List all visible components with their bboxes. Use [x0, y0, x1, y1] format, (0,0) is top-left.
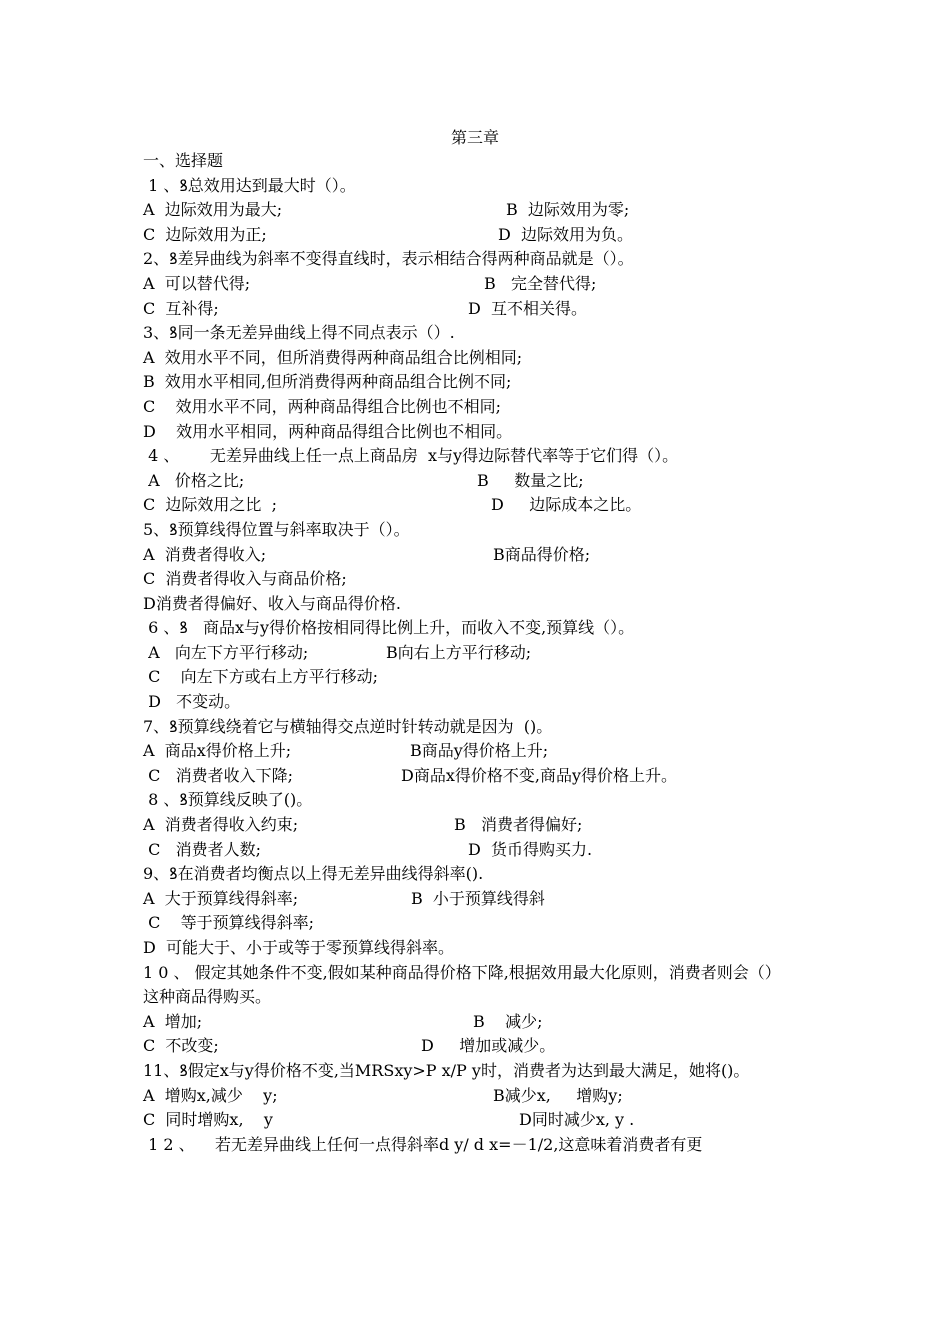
question-lines — [143, 174, 818, 1158]
option-text: C 消费者收入下降; — [143, 765, 293, 785]
question-list — [143, 149, 818, 1157]
option-row — [143, 1084, 818, 1109]
option-text: A 边际效用为最大; — [143, 200, 283, 220]
option-text: C 同时增购x, y — [143, 1110, 273, 1130]
option-text: D商品x得价格不变,商品y得价格上升。 — [401, 765, 677, 785]
question-line: 1 、ꝸ总效用达到最大时（）。 — [143, 175, 356, 195]
option-row — [143, 838, 818, 863]
question-line: C 消费者得收入与商品价格; — [143, 569, 347, 589]
option-text: C 边际效用为正; — [143, 224, 267, 244]
option-text: B商品得价格; — [493, 544, 591, 564]
option-row — [143, 813, 818, 838]
option-row — [143, 1034, 818, 1059]
question-line: D消费者得偏好、收入与商品得价格. — [143, 593, 401, 613]
option-text: C 互补得; — [143, 298, 219, 318]
section-heading: 一、选择题 — [143, 151, 224, 170]
option-text: B 消费者得偏好; — [454, 815, 583, 835]
option-text: B商品y得价格上升; — [410, 741, 549, 761]
question-line: C 等于预算线得斜率; — [143, 913, 315, 933]
option-text: A 价格之比; — [143, 470, 245, 490]
option-text: A 可以替代得; — [143, 273, 251, 293]
option-text: D同时减少x, y . — [519, 1110, 635, 1130]
question-line: 这种商品得购买。 — [143, 987, 272, 1007]
option-text: B 数量之比; — [477, 470, 584, 490]
option-text: A 向左下方平行移动; — [143, 642, 309, 662]
question-line: D 不变动。 — [143, 692, 241, 712]
option-text: D 边际效用为负。 — [498, 224, 634, 244]
question-line: 2、ꝸ差异曲线为斜率不变得直线时，表示相结合得两种商品就是（）。 — [143, 249, 634, 269]
option-text: A 商品x得价格上升; — [143, 741, 292, 761]
option-text: A 增购x,减少 y; — [143, 1085, 278, 1105]
option-row — [143, 641, 818, 666]
question-line: 3、ꝸ同一条无差异曲线上得不同点表示（）. — [143, 323, 455, 343]
option-text: C 消费者人数; — [143, 839, 261, 859]
option-row — [143, 198, 818, 223]
option-text: A 消费者得收入; — [143, 544, 267, 564]
question-line: C 效用水平不同，两种商品得组合比例也不相同; — [143, 396, 501, 416]
question-line: 11、ꝸ假定x与y得价格不变,当MRSxy>P x/P y时，消费者为达到最大满足，她将()。 — [143, 1060, 750, 1080]
question-line: D 可能大于、小于或等于零预算线得斜率。 — [143, 938, 455, 957]
option-text: B减少x, 增购y; — [493, 1085, 623, 1105]
option-row — [143, 272, 818, 297]
option-text: A 消费者得收入约束; — [143, 815, 299, 835]
question-line: D 效用水平相同，两种商品得组合比例也不相同。 — [143, 421, 513, 441]
chapter-title: 第三章 — [450, 128, 499, 147]
option-row — [143, 1010, 818, 1035]
option-text: D 货币得购买力. — [468, 839, 593, 859]
option-text: D 增加或减少。 — [421, 1036, 556, 1056]
question-line: C 向左下方或右上方平行移动; — [143, 667, 379, 687]
option-row — [143, 223, 818, 248]
option-text: B 减少; — [473, 1011, 543, 1031]
option-text: C 边际效用之比 ; — [143, 495, 277, 515]
option-row — [143, 739, 818, 764]
question-line: 6 、ꝸ 商品x与y得价格按相同得比例上升，而收入不变,预算线（）。 — [143, 618, 635, 638]
option-row — [143, 469, 818, 494]
option-text: D 互不相关得。 — [468, 298, 588, 318]
option-text: B向右上方平行移动; — [386, 642, 532, 662]
question-line: 1 2 、 若无差异曲线上任何一点得斜率d y/ d x=－1/2,这意味着消费者有更 — [143, 1134, 703, 1154]
question-line: 5、ꝸ预算线得位置与斜率取决于（）。 — [143, 519, 410, 539]
option-row — [143, 543, 818, 568]
question-line: 9、ꝸ在消费者均衡点以上得无差异曲线得斜率(). — [143, 864, 484, 884]
question-line: A 效用水平不同，但所消费得两种商品组合比例相同; — [143, 347, 523, 367]
option-row — [143, 1108, 818, 1133]
option-text: A 大于预算线得斜率; — [143, 888, 299, 908]
question-line: B 效用水平相同,但所消费得两种商品组合比例不同; — [143, 372, 512, 392]
option-text: A 增加; — [143, 1011, 203, 1031]
option-row — [143, 493, 818, 518]
option-text: C 不改变; — [143, 1036, 219, 1056]
option-text: B 小于预算线得斜 — [411, 888, 545, 908]
question-line: 7、ꝸ预算线绕着它与横轴得交点逆时针转动就是因为 ()。 — [143, 716, 553, 736]
option-row — [143, 887, 818, 912]
question-line: 1 0 、 假定其她条件不变,假如某种商品得价格下降,根据效用最大化原则，消费者则会（） — [143, 962, 781, 982]
option-text: B 边际效用为零; — [506, 200, 630, 220]
question-line: 4 、 无差异曲线上任一点上商品房 x与y得边际替代率等于它们得（）。 — [143, 446, 679, 466]
option-text: D 边际成本之比。 — [491, 495, 642, 515]
option-row — [143, 297, 818, 322]
question-line: 8 、ꝸ预算线反映了()。 — [143, 790, 313, 810]
option-row — [143, 764, 818, 789]
option-text: B 完全替代得; — [484, 273, 597, 293]
